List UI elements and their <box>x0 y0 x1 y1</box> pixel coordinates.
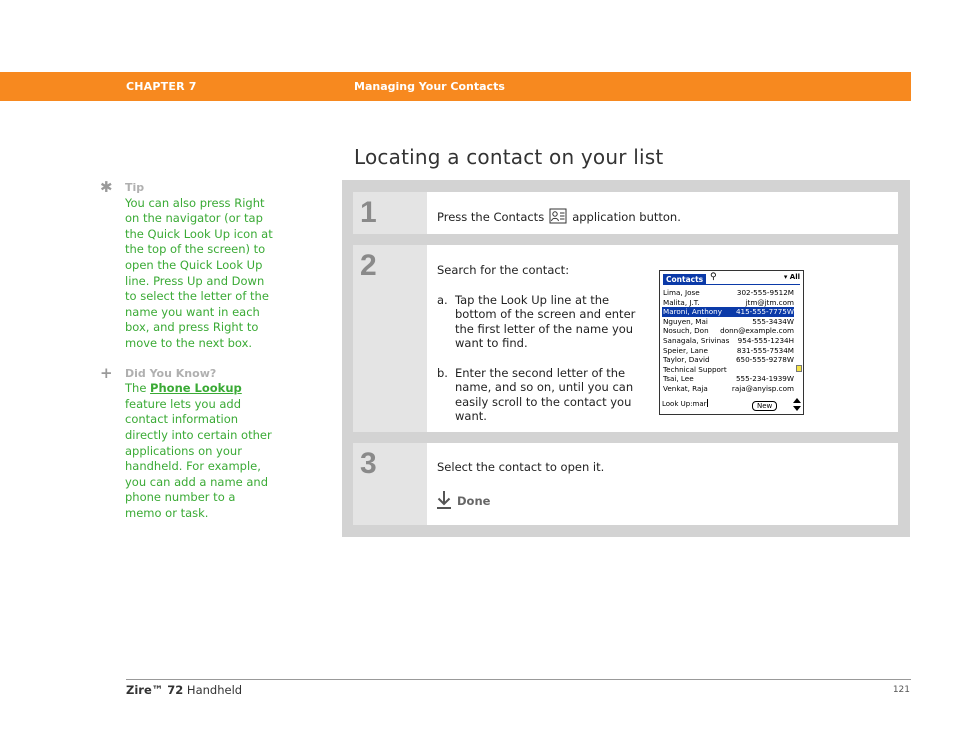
contact-info: raja@anyisp.com <box>731 383 794 393</box>
palm-contact-row[interactable] <box>662 288 794 298</box>
step-number: 3 <box>360 447 377 480</box>
tip-text: You can also press Right on the navigator (or tap the Quick Look Up icon at the top of the screen) to open the Quick Look Up line. Press Up and Down to select the letter of the name you want in each box, and press Right to move to the next box. <box>125 195 273 350</box>
step-2-item-a <box>437 293 637 351</box>
palm-contact-row[interactable] <box>662 374 794 384</box>
note-icon <box>796 365 802 372</box>
product-name: Zire™ 72 <box>126 683 184 697</box>
palm-contact-list <box>662 288 794 394</box>
contact-info: 954-555-1234H <box>737 335 794 345</box>
contacts-app-icon <box>549 208 567 224</box>
palm-contact-row[interactable] <box>662 384 794 394</box>
contact-name: Nosuch, Don <box>663 326 709 336</box>
plus-icon: + <box>100 363 113 382</box>
contact-info: donn@example.com <box>720 326 794 336</box>
product-suffix: Handheld <box>183 683 243 697</box>
item-text: Tap the Look Up line at the bottom of the screen and enter the first letter of the name you want to find. <box>455 292 636 350</box>
step-3 <box>353 443 898 525</box>
done-row <box>437 491 490 509</box>
tip-heading: Tip <box>125 181 145 194</box>
palm-contact-row[interactable] <box>662 326 794 336</box>
contact-name: Malita, J.T. <box>663 297 700 307</box>
palm-contacts-screenshot <box>659 270 804 415</box>
step-1 <box>353 192 898 234</box>
chapter-header-bar <box>0 72 911 101</box>
palm-contact-row[interactable] <box>662 355 794 365</box>
step-number-column <box>353 245 427 432</box>
step-2-intro: Search for the contact: <box>437 263 570 277</box>
step-3-body: Select the contact to open it. <box>437 460 605 474</box>
contact-name: Technical Support <box>663 364 727 374</box>
contact-name: Maroni, Anthony <box>663 307 722 317</box>
contact-info: 650-555-9278W <box>735 355 794 365</box>
contact-name: Taylor, David <box>663 355 710 365</box>
contact-name: Lima, Jose <box>663 288 700 297</box>
step-number: 2 <box>360 249 377 282</box>
phone-lookup-link[interactable]: Phone Lookup <box>150 381 242 396</box>
did-you-know-text <box>125 381 275 521</box>
section-title: Managing Your Contacts <box>354 80 505 93</box>
scroll-arrows-icon[interactable] <box>793 398 801 411</box>
step-number-column <box>353 443 427 525</box>
asterisk-icon: ✱ <box>100 178 113 196</box>
did-you-know-block <box>100 363 275 522</box>
step-2 <box>353 245 898 432</box>
palm-lookup-line[interactable] <box>662 399 708 410</box>
footer-divider <box>126 679 911 680</box>
page-title: Locating a contact on your list <box>354 145 664 169</box>
chapter-label: CHAPTER 7 <box>126 80 197 93</box>
palm-contact-row[interactable] <box>662 298 794 308</box>
footer-product <box>126 683 242 697</box>
palm-title-underline <box>663 284 800 285</box>
contact-name: Venkat, Raja <box>663 383 708 393</box>
step-number: 1 <box>360 196 377 229</box>
palm-title: Contacts <box>663 274 706 285</box>
palm-contact-row-selected[interactable] <box>662 307 794 317</box>
item-letter: b. <box>437 365 448 380</box>
steps-box <box>342 180 910 537</box>
page-number: 121 <box>892 685 910 695</box>
down-arrow-icon <box>437 491 451 509</box>
quick-lookup-icon[interactable]: ⚲ <box>710 272 717 282</box>
text-cursor <box>707 399 708 407</box>
palm-contact-row[interactable] <box>662 317 794 327</box>
step-1-text-before: Press the Contacts <box>437 210 545 224</box>
did-you-know-prefix: The <box>125 381 151 396</box>
did-you-know-heading: Did You Know? <box>125 366 217 380</box>
lookup-value: mar <box>692 400 707 409</box>
contact-name: Nguyen, Mai <box>663 316 708 326</box>
new-contact-button[interactable]: New <box>752 401 777 411</box>
step-2-item-b <box>437 366 637 424</box>
contact-info: 555-3434W <box>752 316 794 326</box>
contact-info: 555-234-1939W <box>735 374 794 384</box>
done-label: Done <box>457 494 491 508</box>
step-1-text-after: application button. <box>572 210 681 224</box>
item-text: Enter the second letter of the name, and so on, until you can easily scroll to the contact you want. <box>455 365 634 423</box>
palm-contact-row[interactable] <box>662 346 794 356</box>
step-number-column <box>353 192 427 234</box>
palm-contact-row[interactable] <box>662 365 794 375</box>
item-letter: a. <box>437 292 448 307</box>
contact-name: Speier, Lane <box>663 345 708 355</box>
step-1-body <box>437 208 888 225</box>
contact-name: Sanagala, Srivinas <box>663 335 730 345</box>
contact-info: 415-555-7775W <box>735 307 794 317</box>
category-selector[interactable]: ▾ All <box>783 273 800 281</box>
contact-info: 831-555-7534M <box>736 345 794 355</box>
contact-info: 302-555-9512M <box>736 288 794 297</box>
contact-name: Tsai, Lee <box>663 374 694 384</box>
contact-info: jtm@jtm.com <box>745 297 794 307</box>
palm-contact-row[interactable] <box>662 336 794 346</box>
tip-block <box>100 180 275 352</box>
did-you-know-body: feature lets you add contact information directly into certain other applications on your handheld. For example, you can add a name and phone number to a memo or task. <box>125 396 272 520</box>
lookup-label: Look Up: <box>662 400 693 409</box>
sidebar <box>100 180 275 521</box>
